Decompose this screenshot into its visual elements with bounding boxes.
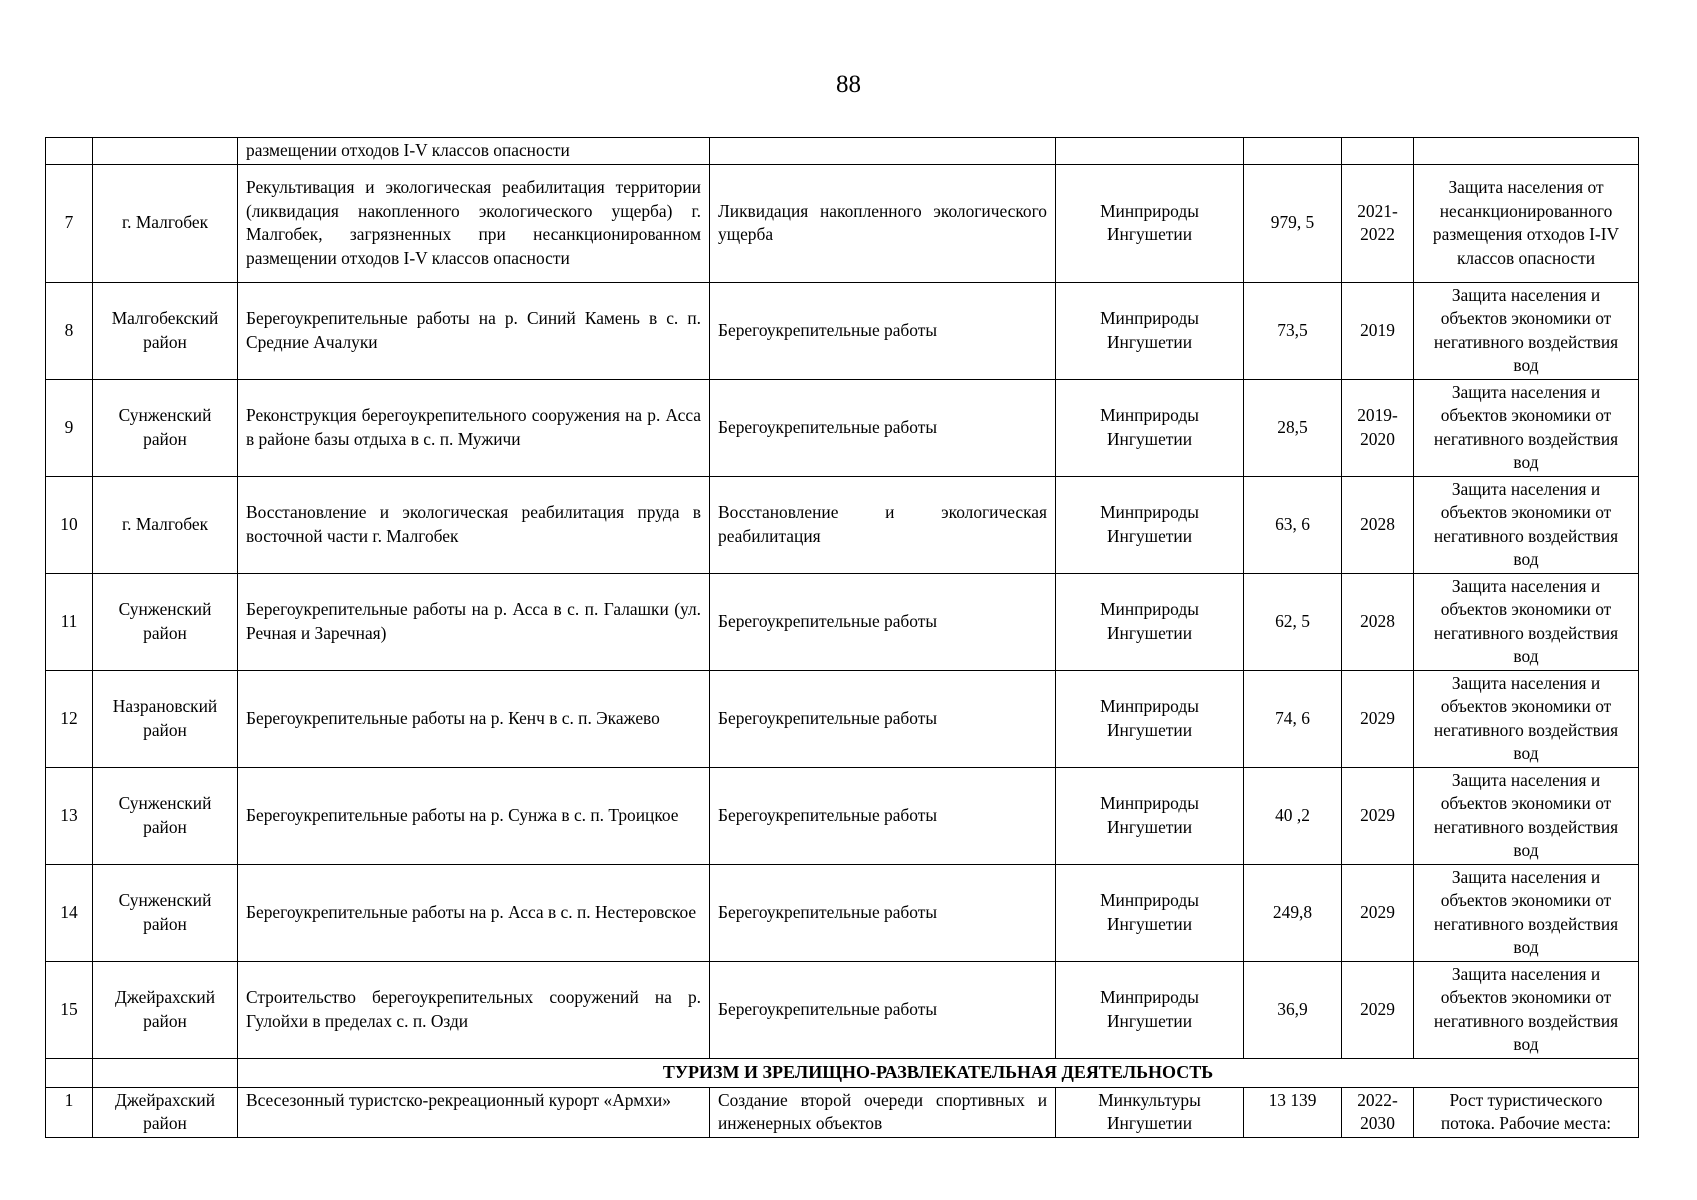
table-row: [46, 164, 1639, 282]
cell-amount: 73,5: [1244, 282, 1342, 379]
cell-effect: Защита населения и объектов экономики от негативного воздействия вод: [1414, 961, 1639, 1058]
page-number: 88: [836, 71, 861, 98]
cell-location: Малгобекский район: [93, 282, 238, 379]
cell-no: 7: [46, 164, 93, 282]
cell-description: размещении отходов I-V классов опасности: [238, 138, 710, 165]
cell-period: [1342, 138, 1414, 165]
cell-description: Берегоукрепительные работы на р. Сунжа в с. п. Троицкое: [238, 767, 710, 864]
cell-type: Берегоукрепительные работы: [710, 670, 1056, 767]
cell-period: 2028: [1342, 476, 1414, 573]
cell-responsible: Минприроды Ингушетии: [1056, 164, 1244, 282]
cell-responsible: Минприроды Ингушетии: [1056, 670, 1244, 767]
cell-amount: 36,9: [1244, 961, 1342, 1058]
cell-description: Рекультивация и экологическая реабилитация территории (ликвидация накопленного экологического ущерба) г. Малгобек, загрязненных при несанкционированном размещении отходов I-V классов опасности: [238, 164, 710, 282]
cell-effect: Рост туристического потока. Рабочие места:: [1414, 1087, 1639, 1137]
cell-responsible: Минприроды Ингушетии: [1056, 573, 1244, 670]
cell-type: Восстановление и экологическая реабилитация: [710, 476, 1056, 573]
cell-amount: 40 ,2: [1244, 767, 1342, 864]
cell-effect: Защита населения и объектов экономики от негативного воздействия вод: [1414, 670, 1639, 767]
table-body: [46, 138, 1639, 1059]
cell-amount: 28,5: [1244, 379, 1342, 476]
cell-effect: Защита населения и объектов экономики от негативного воздействия вод: [1414, 767, 1639, 864]
table-row: [46, 573, 1639, 670]
projects-table: [45, 137, 1639, 1138]
table-row: [46, 767, 1639, 864]
cell-amount: 13 139: [1244, 1087, 1342, 1137]
cell-no: [46, 138, 93, 165]
cell-location: Джейрахский район: [93, 1087, 238, 1137]
cell-effect: Защита населения и объектов экономики от негативного воздействия вод: [1414, 864, 1639, 961]
cell-amount: 63, 6: [1244, 476, 1342, 573]
cell-period: 2029: [1342, 864, 1414, 961]
cell-description: Берегоукрепительные работы на р. Синий Камень в с. п. Средние Ачалуки: [238, 282, 710, 379]
cell-description: Берегоукрепительные работы на р. Асса в с. п. Галашки (ул. Речная и Заречная): [238, 573, 710, 670]
section-cell-blank: [46, 1058, 93, 1087]
cell-type: [710, 138, 1056, 165]
cell-effect: Защита населения и объектов экономики от негативного воздействия вод: [1414, 379, 1639, 476]
cell-responsible: Минприроды Ингушетии: [1056, 379, 1244, 476]
table-row: [46, 476, 1639, 573]
cell-location: Сунженский район: [93, 379, 238, 476]
cell-no: 13: [46, 767, 93, 864]
cell-effect: Защита населения и объектов экономики от негативного воздействия вод: [1414, 282, 1639, 379]
cell-responsible: [1056, 138, 1244, 165]
cell-description: Всесезонный туристско-рекреационный курорт «Армхи»: [238, 1087, 710, 1137]
cell-location: Сунженский район: [93, 767, 238, 864]
cell-description: Берегоукрепительные работы на р. Кенч в с. п. Экажево: [238, 670, 710, 767]
cell-description: Реконструкция берегоукрепительного сооружения на р. Асса в районе базы отдыха в с. п. Мужичи: [238, 379, 710, 476]
table-row: [46, 138, 1639, 165]
cell-effect: Защита населения от несанкционированного размещения отходов I-IV классов опасности: [1414, 164, 1639, 282]
cell-responsible: Минкультуры Ингушетии: [1056, 1087, 1244, 1137]
cell-type: Берегоукрепительные работы: [710, 282, 1056, 379]
cell-period: 2021-2022: [1342, 164, 1414, 282]
cell-description: Строительство берегоукрепительных сооружений на р. Гулойхи в пределах с. п. Озди: [238, 961, 710, 1058]
cell-amount: 62, 5: [1244, 573, 1342, 670]
cell-no: 14: [46, 864, 93, 961]
cell-type: Ликвидация накопленного экологического ущерба: [710, 164, 1056, 282]
cell-type: Берегоукрепительные работы: [710, 379, 1056, 476]
table-row: [46, 961, 1639, 1058]
cell-description: Берегоукрепительные работы на р. Асса в с. п. Нестеровское: [238, 864, 710, 961]
table-row: [46, 670, 1639, 767]
cell-type: Создание второй очереди спортивных и инженерных объектов: [710, 1087, 1056, 1137]
cell-no: 1: [46, 1087, 93, 1137]
cell-amount: 74, 6: [1244, 670, 1342, 767]
cell-amount: 979, 5: [1244, 164, 1342, 282]
cell-no: 15: [46, 961, 93, 1058]
section-cell-blank: [93, 1058, 238, 1087]
cell-type: Берегоукрепительные работы: [710, 767, 1056, 864]
cell-no: 12: [46, 670, 93, 767]
cell-location: Сунженский район: [93, 573, 238, 670]
table-row: [46, 282, 1639, 379]
cell-responsible: Минприроды Ингушетии: [1056, 767, 1244, 864]
cell-effect: Защита населения и объектов экономики от негативного воздействия вод: [1414, 573, 1639, 670]
cell-responsible: Минприроды Ингушетии: [1056, 961, 1244, 1058]
cell-location: [93, 138, 238, 165]
cell-period: 2029: [1342, 961, 1414, 1058]
cell-type: Берегоукрепительные работы: [710, 864, 1056, 961]
cell-responsible: Минприроды Ингушетии: [1056, 864, 1244, 961]
cell-period: 2022-2030: [1342, 1087, 1414, 1137]
cell-amount: 249,8: [1244, 864, 1342, 961]
section-heading: ТУРИЗМ И ЗРЕЛИЩНО-РАЗВЛЕКАТЕЛЬНАЯ ДЕЯТЕЛЬНОСТЬ: [238, 1058, 1639, 1087]
cell-no: 9: [46, 379, 93, 476]
table-row: [46, 864, 1639, 961]
cell-period: 2028: [1342, 573, 1414, 670]
cell-period: 2029: [1342, 670, 1414, 767]
cell-period: 2029: [1342, 767, 1414, 864]
cell-no: 10: [46, 476, 93, 573]
section-row: [46, 1058, 1639, 1087]
cell-no: 11: [46, 573, 93, 670]
table-row: [46, 1087, 1639, 1137]
table-row: [46, 379, 1639, 476]
cell-effect: [1414, 138, 1639, 165]
cell-location: Назрановский район: [93, 670, 238, 767]
cell-period: 2019-2020: [1342, 379, 1414, 476]
cell-description: Восстановление и экологическая реабилитация пруда в восточной части г. Малгобек: [238, 476, 710, 573]
cell-location: Сунженский район: [93, 864, 238, 961]
cell-location: г. Малгобек: [93, 476, 238, 573]
cell-location: г. Малгобек: [93, 164, 238, 282]
cell-period: 2019: [1342, 282, 1414, 379]
cell-type: Берегоукрепительные работы: [710, 961, 1056, 1058]
cell-responsible: Минприроды Ингушетии: [1056, 476, 1244, 573]
cell-no: 8: [46, 282, 93, 379]
cell-type: Берегоукрепительные работы: [710, 573, 1056, 670]
cell-effect: Защита населения и объектов экономики от негативного воздействия вод: [1414, 476, 1639, 573]
cell-location: Джейрахский район: [93, 961, 238, 1058]
section-body: [46, 1058, 1639, 1137]
cell-amount: [1244, 138, 1342, 165]
cell-responsible: Минприроды Ингушетии: [1056, 282, 1244, 379]
